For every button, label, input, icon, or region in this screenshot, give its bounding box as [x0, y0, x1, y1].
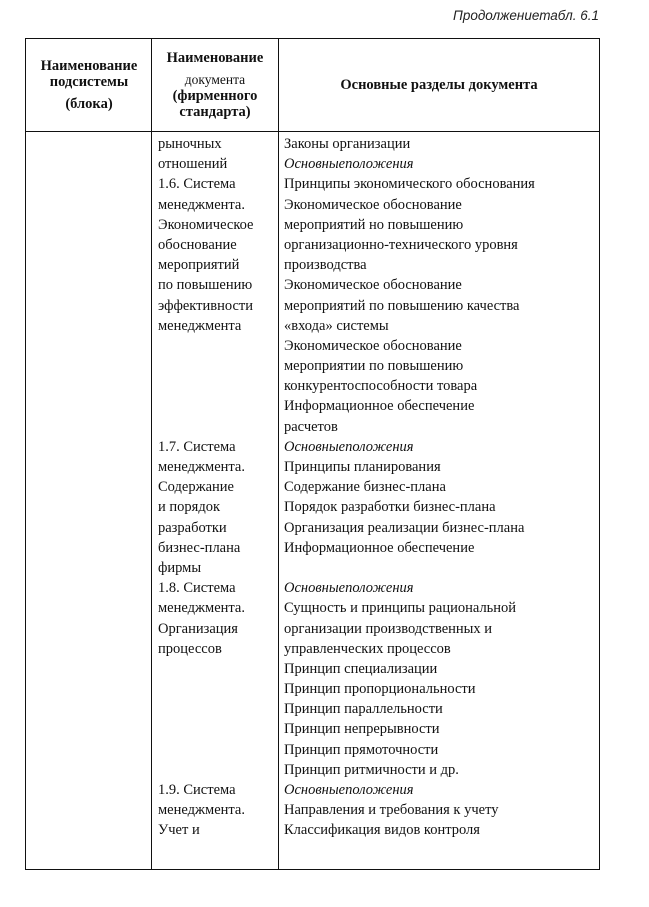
section-line: Порядок разработки бизнес-плана [284, 499, 496, 516]
name-line: 1.8. Система [158, 580, 236, 597]
section-line: Законы организации [284, 136, 411, 152]
header-document-line: документа [184, 72, 246, 87]
header-subsystem-line: Наименование [40, 58, 138, 74]
section-heading: Основныеположения [284, 782, 414, 798]
section-line: мероприятии по повышению [284, 358, 464, 375]
name-line: разработки [158, 519, 227, 536]
name-line: менеджмента. [158, 600, 245, 617]
section-line: Экономическое обоснование [284, 196, 462, 213]
header-document-line: (фирменного [172, 88, 258, 104]
sections-column [284, 134, 596, 841]
section-line: мероприятий по повышению качества [284, 297, 520, 314]
section-line: Принцип параллельности [284, 701, 443, 718]
name-line: 1.7. Система [158, 438, 236, 455]
document-table [25, 38, 600, 870]
section-line: Направления и требования к учету [284, 802, 499, 819]
section-line: управленческих процессов [284, 640, 451, 657]
name-line: обоснование [158, 236, 237, 253]
section-line: Экономическое обоснование [284, 337, 462, 354]
section-line: производства [284, 257, 367, 274]
header-document-line: Наименование [166, 50, 264, 66]
section-heading: Основныеположения [284, 156, 414, 173]
name-line: по повышению [158, 277, 253, 294]
name-line: Учет и [158, 822, 200, 839]
section-line: конкурентоспособности товара [284, 378, 478, 395]
name-line: менеджмента. [158, 196, 245, 213]
name-line: менеджмента [158, 317, 242, 334]
section-line: Информационное обеспечение [284, 539, 475, 556]
column-divider-1 [151, 39, 152, 869]
section-line: Принцип ритмичности и др. [284, 761, 459, 778]
section-line: Принцип непрерывности [284, 721, 440, 738]
section-line: расчетов [284, 418, 338, 435]
table-caption: Продолжениетабл. 6.1 [453, 8, 599, 23]
section-line: Принципы экономического обоснования [284, 176, 535, 193]
header-sections [280, 39, 598, 131]
section-line: Принцип пропорциональности [284, 681, 476, 698]
section-line: Сущность и принципы рациональной [284, 600, 517, 617]
table-border-left [25, 39, 26, 869]
document-names-column [158, 134, 276, 841]
section-heading: Основныеположения [284, 580, 414, 597]
name-line: 1.9. Система [158, 782, 236, 798]
header-divider [25, 131, 600, 132]
name-line: рыночных [158, 136, 222, 152]
header-document-line: стандарта) [179, 104, 251, 120]
section-line: Принципы планирования [284, 459, 441, 475]
table-border-right [599, 39, 600, 869]
name-line: менеджмента. [158, 802, 245, 819]
name-line: отношений [158, 156, 228, 173]
name-line: мероприятий [158, 257, 240, 274]
section-line: Экономическое обоснование [284, 277, 462, 294]
name-line: фирмы [158, 559, 202, 576]
name-line: эффективности [158, 297, 253, 314]
section-line: организации производственных и [284, 620, 493, 637]
header-subsystem-line: подсистемы [49, 74, 129, 90]
section-line: Информационное обеспечение [284, 398, 475, 415]
name-line: процессов [158, 640, 222, 657]
section-line: Содержание бизнес-плана [284, 479, 446, 496]
section-line: мероприятий но повышению [284, 216, 464, 233]
section-line: организационно-технического уровня [284, 236, 518, 253]
name-line: менеджмента. [158, 459, 245, 475]
name-line: Экономическое [158, 216, 254, 233]
section-line: «входа» системы [284, 317, 389, 334]
section-line: Принцип специализации [284, 660, 438, 677]
section-heading: Основныеположения [284, 438, 414, 455]
section-line: Принцип прямоточности [284, 741, 439, 758]
header-subsystem [29, 39, 149, 131]
section-line: Организация реализации бизнес-плана [284, 519, 525, 536]
section-line: Классификация видов контроля [284, 822, 480, 839]
name-line: Организация [158, 620, 238, 637]
header-document-name [153, 39, 277, 131]
name-line: бизнес-плана [158, 539, 241, 556]
header-subsystem-line: (блока) [65, 96, 113, 112]
name-line: Содержание [158, 479, 234, 496]
column-divider-2 [278, 39, 279, 869]
name-line: 1.6. Система [158, 176, 236, 193]
name-line: и порядок [158, 499, 220, 516]
header-sections-label: Основные разделы документа [340, 77, 538, 93]
